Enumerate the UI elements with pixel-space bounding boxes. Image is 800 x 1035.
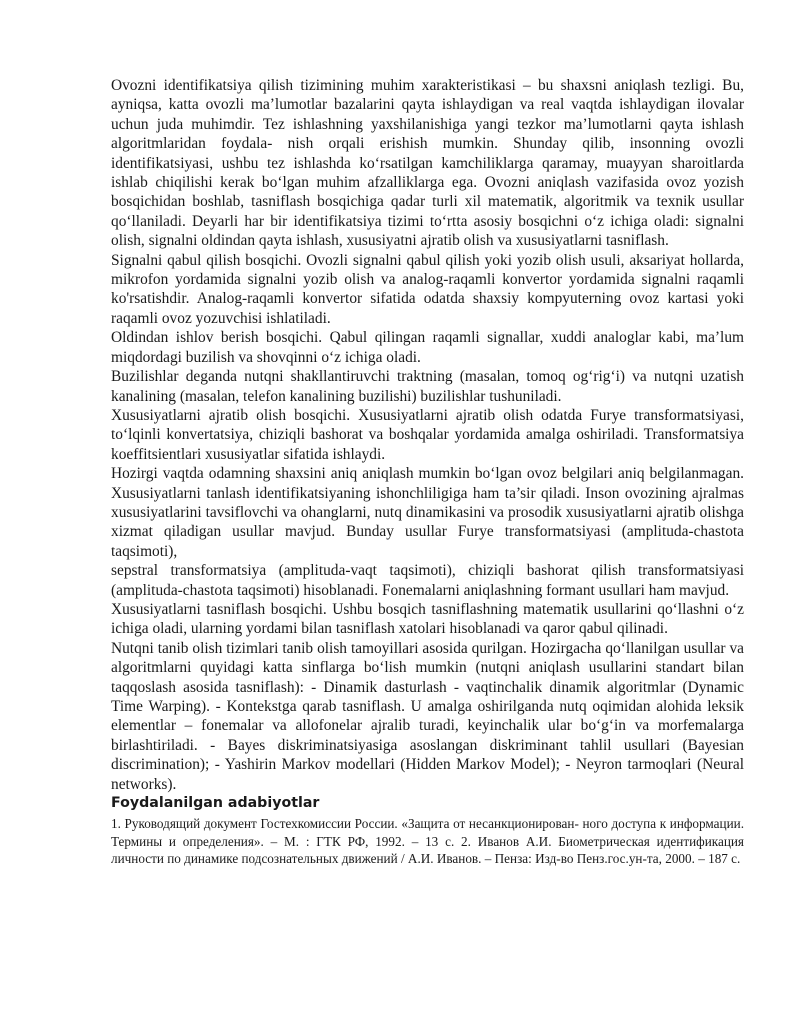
paragraph-distortions: Buzilishlar deganda nutqni shakllantiruvchi traktning (masalan, tomoq og‘rig‘i) va nutqni uzatish kanalining (masalan, telefon kanalining buzilishi) buzilishlar tushuniladi. xyxy=(111,368,744,405)
paragraph-feature-extraction: Xususiyatlarni ajratib olish bosqichi. Xususiyatlarni ajratib olish odatda Furye transformatsiyasi, to‘lqinli konvertatsiya, chiziqli bashorat va boshqalar yordamida amalga oshiriladi. Transformatsiya koeffitsientlari xususiyatlar sifatida ishlaydi. xyxy=(111,406,744,463)
paragraph-preprocessing: Oldindan ishlov berish bosqichi. Qabul qilingan raqamli signallar, xuddi analoglar kabi, ma’lum miqdordagi buzilish va shovqinni o‘z ichiga oladi. xyxy=(111,329,744,366)
paragraph-signal-acquisition: Signalni qabul qilish bosqichi. Ovozli signalni qabul qilish yoki yozib olish usuli, aksariyat hollarda, mikrofon yordamida signalni yozib olish va analog-raqamli konvertor yordamida signalni raqamli ko'rsatishdir. Analog-raqamli konvertor sifatida odatda shaxsiy kompyuterning ovoz kartasi yoki raqamli ovoz yozuvchisi ishlatiladi. xyxy=(111,251,744,327)
paragraph-classification: Xususiyatlarni tasniflash bosqichi. Ushbu bosqich tasniflashning matematik usullarini qo‘llashni o‘z ichiga oladi, ularning yordami bilan tasniflash xatolari hisoblanadi va qaror qabul qilinadi. xyxy=(111,600,744,638)
paragraph-recognition-methods: Nutqni tanib olish tizimlari tanib olish tamoyillari asosida qurilgan. Hozirgacha qo‘llanilgan usullar va algoritmlarni quyidagi katta sinflarga bo‘lish mumkin (nutqni aniqlash usullarini standart bilan taqqoslash asosida tasniflash): - Dinamik dasturlash - vaqtinchalik dinamik algoritmlar (Dynamic Time Warping). - Kontekstga qarab tasniflash. U amalga oshirilganda nutq oqimidan alohida leksik elementlar – fonemalar va allofonelar ajralib turadi, keyinchalik ular bo‘g‘in va morfemalarga birlashtiriladi. - Bayes diskriminatsiyasiga asoslangan diskriminant tahlil usullari (Bayesian discrimination); - Yashirin Markov modellari (Hidden Markov Model); - Neyron tarmoqlari (Neural networks). xyxy=(111,639,744,793)
document-page xyxy=(111,76,744,868)
paragraph-intro: Ovozni identifikatsiya qilish tizimining muhim xarakteristikasi – bu shaxsni aniqlash tezligi. Bu, ayniqsa, katta ovozli ma’lumotlar bazalarini qayta ishlaydigan va real vaqtda ishlaydigan ilovalar uchun juda muhimdir. Tez ishlashning yaxshilanishiga yangi tezkor ma’lumotlarni qayta ishlash algoritmlaridan foydala- nish orqali erishish mumkin. Shunday qilib, insonning ovozli identifikatsiyasi, ushbu tez ishlashda ko‘rsatilgan kamchiliklarga qaramay, muayyan sharoitlarda ishlab chiqilishi kerak bo‘lgan muhim afzalliklarga ega. Ovozni aniqlash vazifasida ovoz yozish bosqichidan boshlab, tasniflash bosqichiga qadar turli xil matematik, algoritmik va texnik usullar qo‘llaniladi. Deyarli har bir identifikatsiya tizimi to‘rtta asosiy bosqichni o‘z ichiga oladi: signalni olish, signalni oldindan qayta ishlash, xususiyatni ajratib olish va xususiyatlarni tasniflash. xyxy=(111,77,744,250)
references-heading: Foydalanilgan adabiyotlar xyxy=(111,795,320,812)
references-list: 1. Руководящий документ Гостехкомиссии России. «Защита от несанкционирован- ного доступа к информации. Термины и определения». – М. : ГТК РФ, 1992. – 13 с. 2. Иванов А.И. Биометрическая идентификация личности по динамике подсознательных движений / А.И. Иванов. – Пенза: Изд-во Пенз.гос.ун-та, 2000. – 187 с. xyxy=(111,816,744,867)
paragraph-cepstral: sepstral transformatsiya (amplituda-vaqt taqsimoti), chiziqli bashorat qilish transformatsiyasi (amplituda-chastota taqsimoti) hisoblanadi. Fonemalarni aniqlashning formant usullari ham mavjud. xyxy=(111,562,744,599)
paragraph-voice-features: Hozirgi vaqtda odamning shaxsini aniq aniqlash mumkin bo‘lgan ovoz belgilari aniq belgilanmagan. Xususiyatlarni tanlash identifikatsiyaning ishonchliligiga ham ta’sir qiladi. Inson ovozining ajralmas xususiyatlarini tavsiflovchi va ohanglarni, nutq dinamikasini va prosodik xususiyatlarni ajratib olishga xizmat qiladigan usullar mavjud. Bunday usullar Furye transformatsiyasi (amplituda-chastota taqsimoti), xyxy=(111,465,744,560)
